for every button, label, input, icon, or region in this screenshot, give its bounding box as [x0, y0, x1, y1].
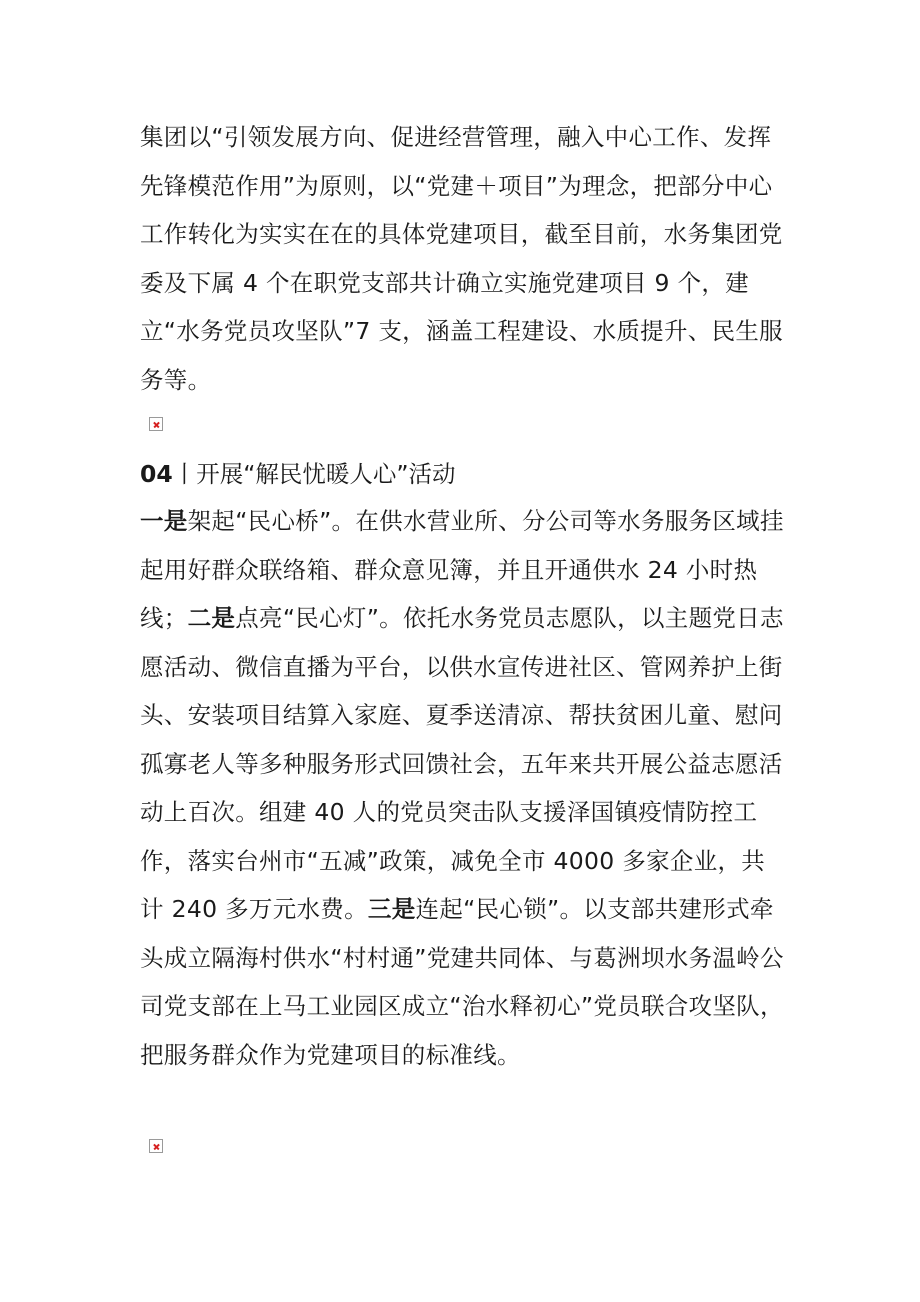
text-first: 架起“民心桥”。在供水营业所、分公司等水务服务区域挂起用好群众联络箱、群众意见簿，并且开通供水 24 小时热线；: [140, 507, 784, 632]
lead-first: 一是: [140, 507, 188, 535]
text-third: 连起“民心锁”。以支部共建形式牵头成立隔海村供水“村村通”党建共同体、与葛洲坝水务温岭公司党支部在上马工业园区成立“治水释初心”党员联合攻坚队，把服务群众作为党建项目的标准线。: [140, 895, 784, 1069]
lead-third: 三是: [367, 895, 416, 923]
section-heading: [140, 450, 785, 499]
paragraph-project-overview: 集团以“引领发展方向、促进经营管理，融入中心工作、发挥先锋模范作用”为原则，以“党建＋项目”为理念，把部分中心工作转化为实实在在的具体党建项目，截至目前，水务集团党委及下属 4 个在职党支部共计确立实施党建项目 9 个，建立“水务党员攻坚队”7 支，涵盖工程建设、水质提升、民生服务等。: [140, 123, 783, 394]
broken-image-icon: [149, 1139, 163, 1153]
text-second: 点亮“民心灯”。依托水务党员志愿队，以主题党日志愿活动、微信直播为平台，以供水宣传进社区、管网养护上街头、安装项目结算入家庭、夏季送清凉、帮扶贫困儿童、慰问孤寡老人等多种服务形式回馈社会，五年来共开展公益志愿活动上百次。组建 40 人的党员突击队支援泽国镇疫情防控工作，落实台州市“五减”政策，减免全市 4000 多家企业，共计 240 多万元水费。: [140, 604, 784, 923]
section-title: 开展“解民忧暖人心”活动: [196, 460, 456, 488]
section-number: 04: [140, 460, 173, 488]
broken-image-icon: [149, 417, 163, 431]
paragraph-activities: [140, 497, 785, 1079]
lead-second: 二是: [187, 604, 236, 632]
section-separator: 丨: [172, 460, 197, 488]
